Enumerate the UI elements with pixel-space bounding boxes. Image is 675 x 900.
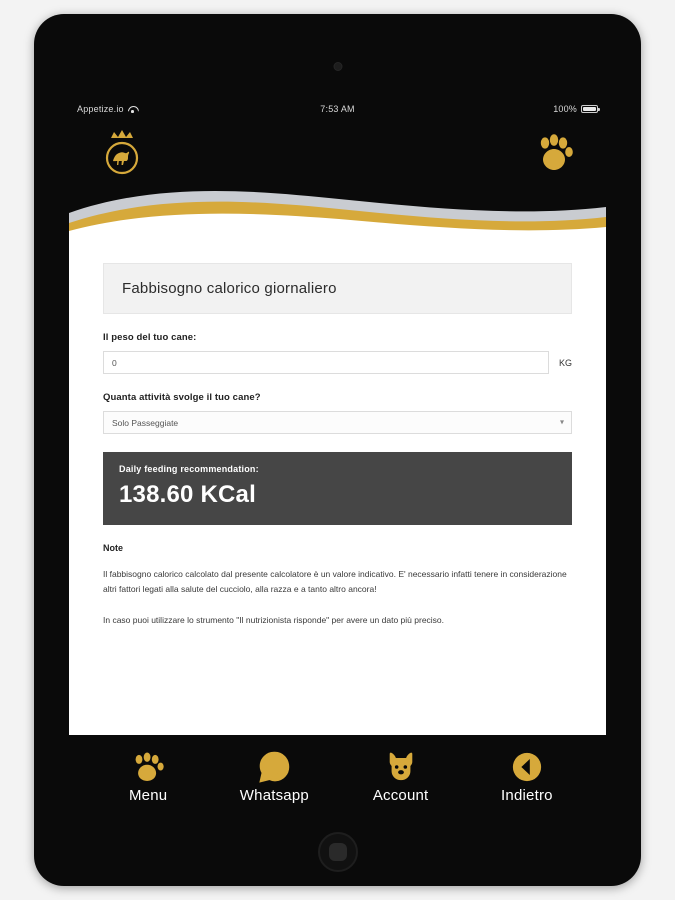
carrier-label: Appetize.io [77, 104, 124, 114]
nav-item-account[interactable] [346, 749, 456, 804]
back-arrow-icon [511, 749, 543, 783]
weight-unit-label: KG [558, 357, 572, 368]
chevron-down-icon: ▾ [559, 417, 564, 427]
weight-input[interactable] [103, 351, 549, 374]
dog-head-icon [384, 749, 418, 783]
result-label: Daily feeding recommendation: [119, 464, 259, 474]
nav-label-menu: Menu [128, 786, 168, 804]
paw-logo[interactable] [532, 131, 576, 175]
nav-item-indietro[interactable] [472, 749, 582, 804]
status-bar [69, 97, 606, 121]
wifi-icon [128, 105, 137, 113]
nav-item-menu[interactable] [93, 749, 203, 804]
device-screen [69, 97, 606, 817]
wave-divider [69, 185, 606, 237]
page-title: Fabbisogno calorico giornaliero [103, 263, 572, 314]
nav-label-account: Account [372, 786, 429, 804]
home-button[interactable] [318, 832, 358, 872]
note-paragraph-2: In caso puoi utilizzare lo strumento "Il nutrizionista risponde" per avere un dato più preciso. [103, 614, 445, 625]
activity-select[interactable] [103, 411, 572, 434]
nav-item-whatsapp[interactable] [219, 749, 329, 804]
front-camera [333, 62, 342, 71]
note-paragraph-1: Il fabbisogno calorico calcolato dal presente calcolatore è un valore indicativo. E' necessario infatti tenere in considerazione altri fattori legati alla salute del cucciolo, alla razza e a tanto altro ancora! [103, 569, 567, 594]
dog-crown-logo[interactable] [99, 128, 145, 178]
activity-select-wrap [103, 411, 572, 434]
note-title: Note [103, 543, 123, 553]
status-bar-time: 7:53 AM [320, 104, 355, 114]
weight-row [103, 351, 572, 374]
bottom-nav [69, 735, 606, 817]
nav-label-indietro: Indietro [501, 786, 553, 804]
paw-icon [130, 749, 166, 783]
result-value: 138.60 KCal [119, 481, 256, 508]
nav-label-whatsapp: Whatsapp [239, 786, 309, 804]
tablet-device [34, 14, 641, 886]
content-card [69, 237, 606, 739]
weight-label: Il peso del tuo cane: [103, 332, 197, 343]
status-bar-left [77, 104, 320, 114]
status-bar-right [355, 104, 598, 114]
result-box [103, 452, 572, 525]
battery-icon [581, 105, 598, 113]
activity-label: Quanta attività svolge il tuo cane? [103, 392, 261, 403]
battery-percent-label: 100% [553, 104, 578, 114]
app-header [69, 121, 606, 185]
whatsapp-icon [258, 749, 290, 783]
